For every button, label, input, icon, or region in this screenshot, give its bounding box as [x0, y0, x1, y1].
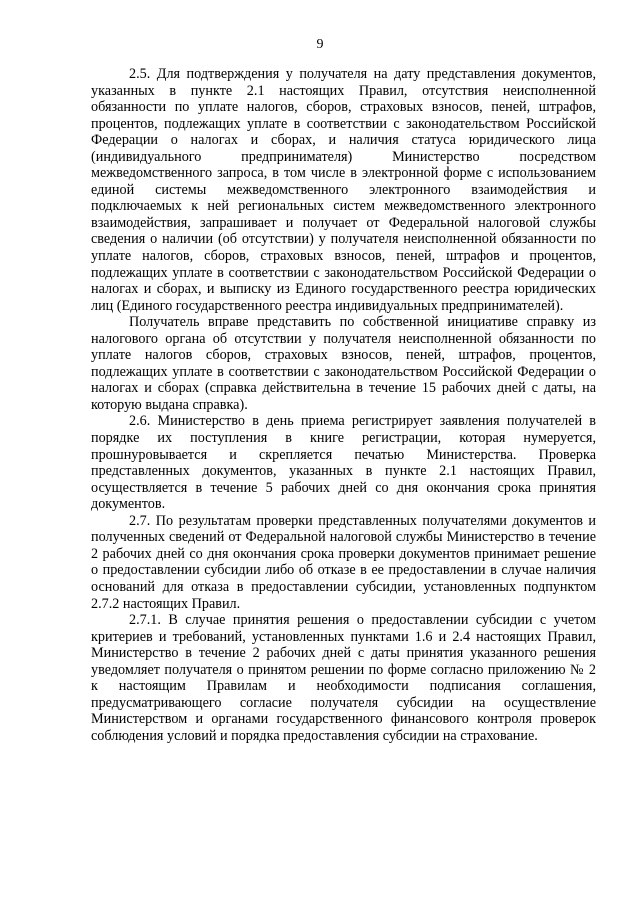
paragraph-2-7: 2.7. По результатам проверки представленных получателями документов и полученных сведений от Федеральной налоговой службы Министерство в течение 2 рабочих дней со дня окончания срока проверки документов принимает решение о предоставлении субсидии либо об отказе в ее предоставлении в случае наличия оснований для отказа в предоставлении субсидии, установленных подпунктом 2.7.2 настоящих Правил. — [91, 512, 596, 612]
page-number: 9 — [316, 37, 324, 52]
paragraph-2-6: 2.6. Министерство в день приема регистрирует заявления получателей в порядке их поступления в книге регистрации, которая нумеруется, прошнуровывается и скрепляется печатью Министерства. Проверка представленных документов, указанных в пункте 2.1 настоящих Правил, осуществляется в течение 5 рабочих дней со дня окончания срока принятия документов. — [91, 413, 596, 513]
paragraph-2-5: 2.5. Для подтверждения у получателя на дату представления документов, указанных в пункте 2.1 настоящих Правил, отсутствия неисполненной обязанности по уплате налогов, сборов, страховых взносов, пеней, штрафов, процентов, подлежащих уплате в соответствии с законодательством Российской Федерации о налогах и сборах, и наличия статуса юридического лица (индивидуального предпринимателя) Министерство посредством межведомственного запроса, в том числе в электронной форме с использованием единой системы межведомственного электронного взаимодействия и подключаемых к ней региональных систем межведомственного электронного взаимодействия, запрашивает и получает от Федеральной налоговой службы сведения о наличии (об отсутствии) у получателя неисполненной обязанности по уплате налогов, сборов, страховых взносов, пеней, штрафов и процентов, подлежащих уплате в соответствии с законодательством Российской Федерации о налогах и сборах, и выписку из Единого государственного реестра юридических лиц (Единого государственного реестра индивидуальных предпринимателей). — [91, 66, 596, 314]
paragraph-tax-certificate: Получатель вправе представить по собственной инициативе справку из налогового органа об отсутствии у получателя неисполненной обязанности по уплате налогов сборов, страховых взносов, пеней, штрафов, процентов, подлежащих уплате в соответствии с законодательством Российской Федерации о налогах и сборах (справка действительна в течение 15 рабочих дней с даты, на которую выдана справка). — [91, 314, 596, 413]
document-body — [91, 66, 596, 744]
paragraph-2-7-1: 2.7.1. В случае принятия решения о предоставлении субсидии с учетом критериев и требований, установленных пунктами 1.6 и 2.4 настоящих Правил, Министерство в течение 2 рабочих дней с даты принятия указанного решения уведомляет получателя о принятом решении по форме согласно приложению № 2 к настоящим Правилам и необходимости подписания соглашения, предусматривающего согласие получателя субсидии на осуществление Министерством и органами государственного финансового контроля проверок соблюдения условий и порядка предоставления субсидии на страхование. — [91, 612, 596, 744]
